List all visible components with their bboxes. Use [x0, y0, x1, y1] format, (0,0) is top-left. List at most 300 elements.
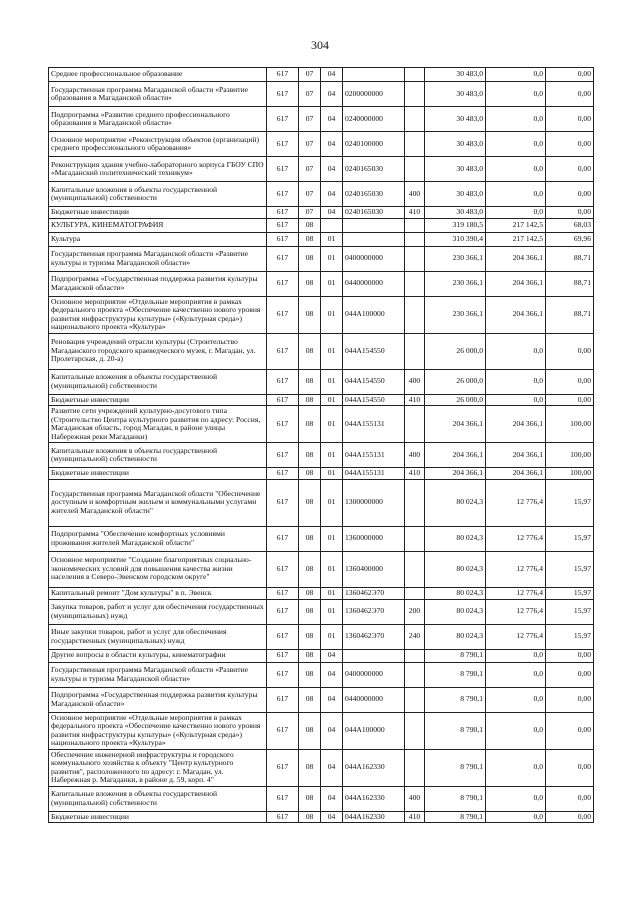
cell-podrazdel: 01	[321, 232, 343, 246]
cell-procent: 0,00	[546, 207, 594, 219]
cell-glava: 617	[267, 599, 299, 624]
cell-procent: 88,71	[546, 271, 594, 296]
cell-celevaya-statya	[343, 68, 405, 82]
cell-utverzhdeno: 204 366,1	[425, 443, 486, 468]
cell-vid-rashodov	[405, 649, 425, 662]
cell-procent: 88,71	[546, 296, 594, 333]
cell-celevaya-statya: 0200000000	[343, 82, 405, 107]
cell-podrazdel: 04	[321, 786, 343, 811]
cell-ispolneno: 204 366,1	[486, 271, 546, 296]
cell-vid-rashodov: 410	[405, 811, 425, 823]
cell-name: Подпрограмма «Государственная поддержка развития культуры Магаданской области»	[49, 271, 267, 296]
cell-celevaya-statya: 044A155131	[343, 468, 405, 480]
cell-celevaya-statya: 044A155131	[343, 406, 405, 443]
cell-ispolneno: 204 366,1	[486, 296, 546, 333]
table-row	[49, 687, 594, 712]
cell-ispolneno: 0,0	[486, 786, 546, 811]
cell-procent: 0,00	[546, 107, 594, 132]
cell-ispolneno: 12 776,4	[486, 479, 546, 526]
cell-procent: 0,00	[546, 687, 594, 712]
cell-ispolneno: 217 142,5	[486, 218, 546, 232]
cell-ispolneno: 0,0	[486, 749, 546, 786]
cell-name: Подпрограмма "Обеспечение комфортных условиями проживания жителей Магаданской области"	[49, 526, 267, 551]
cell-razdel: 07	[299, 107, 321, 132]
cell-name: Капитальный ремонт "Дом культуры" в п. Эвенск	[49, 587, 267, 599]
cell-ispolneno: 204 366,1	[486, 246, 546, 271]
cell-name: Закупка товаров, работ и услуг для обеспечения государственных (муниципальных) нужд	[49, 599, 267, 624]
cell-vid-rashodov: 410	[405, 394, 425, 406]
cell-utverzhdeno: 26 000,0	[425, 333, 486, 369]
cell-podrazdel: 01	[321, 443, 343, 468]
cell-razdel: 08	[299, 811, 321, 823]
cell-glava: 617	[267, 712, 299, 749]
cell-razdel: 07	[299, 132, 321, 157]
cell-razdel: 08	[299, 662, 321, 687]
cell-glava: 617	[267, 333, 299, 369]
cell-podrazdel: 04	[321, 82, 343, 107]
cell-utverzhdeno: 30 483,0	[425, 207, 486, 219]
cell-ispolneno: 0,0	[486, 157, 546, 182]
cell-name: Среднее профессиональное образование	[49, 68, 267, 82]
cell-celevaya-statya: 0240165030	[343, 157, 405, 182]
cell-celevaya-statya: 0240100000	[343, 132, 405, 157]
cell-celevaya-statya: 0240165030	[343, 207, 405, 219]
budget-table	[48, 67, 594, 823]
table-row	[49, 624, 594, 649]
table-row	[49, 394, 594, 406]
cell-name: Другие вопросы в области культуры, кинематографии	[49, 649, 267, 662]
cell-razdel: 08	[299, 468, 321, 480]
cell-celevaya-statya: 044A100000	[343, 712, 405, 749]
table-row	[49, 551, 594, 587]
table-row	[49, 296, 594, 333]
cell-glava: 617	[267, 232, 299, 246]
table-row	[49, 443, 594, 468]
cell-celevaya-statya: 044A154550	[343, 369, 405, 394]
cell-razdel: 08	[299, 333, 321, 369]
cell-name: Капитальные вложения в объекты государственной (муниципальной) собственности	[49, 443, 267, 468]
table-row	[49, 232, 594, 246]
cell-celevaya-statya: 044A155131	[343, 443, 405, 468]
cell-podrazdel: 01	[321, 587, 343, 599]
cell-utverzhdeno: 230 366,1	[425, 296, 486, 333]
cell-utverzhdeno: 30 483,0	[425, 182, 486, 207]
cell-glava: 617	[267, 68, 299, 82]
cell-glava: 617	[267, 649, 299, 662]
cell-procent: 0,00	[546, 712, 594, 749]
cell-ispolneno: 0,0	[486, 687, 546, 712]
cell-vid-rashodov	[405, 479, 425, 526]
cell-name: Государственная программа Магаданской области «Развитие культуры и туризма Магаданской области»	[49, 246, 267, 271]
cell-utverzhdeno: 8 790,1	[425, 649, 486, 662]
cell-vid-rashodov: 200	[405, 599, 425, 624]
cell-glava: 617	[267, 687, 299, 712]
cell-name: Капитальные вложения в объекты государственной (муниципальной) собственности	[49, 786, 267, 811]
cell-procent: 100,00	[546, 468, 594, 480]
cell-celevaya-statya	[343, 649, 405, 662]
cell-celevaya-statya: 0240000000	[343, 107, 405, 132]
cell-procent: 15,97	[546, 587, 594, 599]
cell-procent: 15,97	[546, 599, 594, 624]
cell-razdel: 07	[299, 207, 321, 219]
cell-podrazdel: 01	[321, 526, 343, 551]
table-row	[49, 207, 594, 219]
cell-razdel: 08	[299, 624, 321, 649]
cell-vid-rashodov	[405, 232, 425, 246]
table-row	[49, 712, 594, 749]
cell-podrazdel: 04	[321, 749, 343, 786]
cell-utverzhdeno: 80 024,3	[425, 551, 486, 587]
cell-vid-rashodov	[405, 68, 425, 82]
cell-utverzhdeno: 26 000,0	[425, 394, 486, 406]
cell-razdel: 08	[299, 551, 321, 587]
cell-razdel: 08	[299, 443, 321, 468]
cell-procent: 15,97	[546, 479, 594, 526]
cell-name: Иные закупки товаров, работ и услуг для обеспечения государственных (муниципальных) нужд	[49, 624, 267, 649]
cell-celevaya-statya: 0440000000	[343, 271, 405, 296]
cell-podrazdel: 04	[321, 68, 343, 82]
cell-name: Подпрограмма «Государственная поддержка развития культуры Магаданской области»	[49, 687, 267, 712]
cell-utverzhdeno: 80 024,3	[425, 587, 486, 599]
cell-glava: 617	[267, 369, 299, 394]
table-row	[49, 786, 594, 811]
cell-utverzhdeno: 80 024,3	[425, 479, 486, 526]
cell-utverzhdeno: 8 790,1	[425, 749, 486, 786]
cell-glava: 617	[267, 749, 299, 786]
cell-ispolneno: 0,0	[486, 182, 546, 207]
cell-glava: 617	[267, 218, 299, 232]
table-row	[49, 107, 594, 132]
table-row	[49, 811, 594, 823]
cell-glava: 617	[267, 207, 299, 219]
cell-razdel: 08	[299, 369, 321, 394]
cell-procent: 15,97	[546, 526, 594, 551]
cell-utverzhdeno: 319 180,5	[425, 218, 486, 232]
cell-celevaya-statya: 044A154550	[343, 333, 405, 369]
cell-celevaya-statya: 0240165030	[343, 182, 405, 207]
cell-ispolneno: 0,0	[486, 712, 546, 749]
cell-podrazdel: 01	[321, 394, 343, 406]
cell-procent: 68,03	[546, 218, 594, 232]
cell-celevaya-statya: 044A162330	[343, 811, 405, 823]
cell-vid-rashodov	[405, 749, 425, 786]
cell-utverzhdeno: 8 790,1	[425, 662, 486, 687]
cell-ispolneno: 12 776,4	[486, 526, 546, 551]
cell-procent: 0,00	[546, 649, 594, 662]
cell-glava: 617	[267, 443, 299, 468]
cell-name: Подпрограмма «Развитие среднего профессионального образования в Магаданской области»	[49, 107, 267, 132]
cell-glava: 617	[267, 811, 299, 823]
cell-utverzhdeno: 8 790,1	[425, 811, 486, 823]
cell-procent: 100,00	[546, 443, 594, 468]
cell-ispolneno: 0,0	[486, 394, 546, 406]
cell-procent: 0,00	[546, 749, 594, 786]
cell-name: Основное мероприятие "Создание благоприятных социально-экономических условий для повышения качества жизни населения в Северо-Эвенском городском округе"	[49, 551, 267, 587]
cell-razdel: 08	[299, 526, 321, 551]
cell-procent: 0,00	[546, 182, 594, 207]
cell-celevaya-statya: 0400000000	[343, 246, 405, 271]
cell-razdel: 08	[299, 479, 321, 526]
cell-utverzhdeno: 8 790,1	[425, 786, 486, 811]
cell-celevaya-statya: 1360400000	[343, 551, 405, 587]
cell-razdel: 08	[299, 749, 321, 786]
cell-ispolneno: 12 776,4	[486, 599, 546, 624]
cell-procent: 15,97	[546, 624, 594, 649]
cell-ispolneno: 0,0	[486, 132, 546, 157]
cell-glava: 617	[267, 468, 299, 480]
cell-razdel: 08	[299, 599, 321, 624]
cell-podrazdel: 04	[321, 132, 343, 157]
cell-glava: 617	[267, 82, 299, 107]
table-row	[49, 468, 594, 480]
cell-utverzhdeno: 204 366,1	[425, 468, 486, 480]
cell-name: Реновация учреждений отрасли культуры (Строительство Магаданского городского краеведческого музея, г. Магадан, ул. Пролетарская, д. 20-а)	[49, 333, 267, 369]
table-row	[49, 526, 594, 551]
cell-podrazdel: 04	[321, 811, 343, 823]
cell-glava: 617	[267, 624, 299, 649]
cell-celevaya-statya: 1360000000	[343, 526, 405, 551]
cell-utverzhdeno: 80 024,3	[425, 624, 486, 649]
cell-name: Государственная программа Магаданской области "Обеспечение доступным и комфортным жильем и коммунальными услугами жителей Магаданской области"	[49, 479, 267, 526]
cell-utverzhdeno: 230 366,1	[425, 246, 486, 271]
cell-name: КУЛЬТУРА, КИНЕМАТОГРАФИЯ	[49, 218, 267, 232]
cell-procent: 0,00	[546, 786, 594, 811]
cell-utverzhdeno: 204 366,1	[425, 406, 486, 443]
cell-podrazdel: 01	[321, 271, 343, 296]
cell-celevaya-statya: 0400000000	[343, 662, 405, 687]
cell-name: Бюджетные инвестиции	[49, 394, 267, 406]
cell-utverzhdeno: 30 483,0	[425, 157, 486, 182]
cell-razdel: 07	[299, 157, 321, 182]
table-row	[49, 132, 594, 157]
cell-celevaya-statya	[343, 232, 405, 246]
table-row	[49, 218, 594, 232]
cell-procent: 100,00	[546, 406, 594, 443]
cell-vid-rashodov	[405, 551, 425, 587]
cell-glava: 617	[267, 406, 299, 443]
cell-glava: 617	[267, 246, 299, 271]
cell-procent: 0,00	[546, 82, 594, 107]
cell-utverzhdeno: 26 000,0	[425, 369, 486, 394]
cell-vid-rashodov	[405, 271, 425, 296]
cell-vid-rashodov	[405, 526, 425, 551]
cell-vid-rashodov: 400	[405, 786, 425, 811]
cell-ispolneno: 204 366,1	[486, 406, 546, 443]
cell-name: Развитие сети учреждений культурно-досугового типа (Строительство Центра культурного развития по адресу: Россия, Магаданская область, город Магадан, в районе улицы Набережная реки Магаданки)	[49, 406, 267, 443]
table-row	[49, 587, 594, 599]
cell-utverzhdeno: 30 483,0	[425, 82, 486, 107]
cell-podrazdel: 04	[321, 649, 343, 662]
cell-razdel: 08	[299, 786, 321, 811]
cell-glava: 617	[267, 271, 299, 296]
cell-podrazdel: 01	[321, 369, 343, 394]
cell-glava: 617	[267, 479, 299, 526]
cell-razdel: 07	[299, 68, 321, 82]
cell-podrazdel: 01	[321, 406, 343, 443]
cell-procent: 0,00	[546, 811, 594, 823]
cell-razdel: 08	[299, 246, 321, 271]
cell-name: Основное мероприятие «Реконструкция объектов (организаций) среднего профессионального образования»	[49, 132, 267, 157]
cell-name: Государственная программа Магаданской области «Развитие культуры и туризма Магаданской области»	[49, 662, 267, 687]
cell-podrazdel: 01	[321, 296, 343, 333]
cell-ispolneno: 12 776,4	[486, 551, 546, 587]
cell-glava: 617	[267, 786, 299, 811]
cell-procent: 0,00	[546, 369, 594, 394]
cell-razdel: 08	[299, 712, 321, 749]
table-row	[49, 182, 594, 207]
cell-procent: 0,00	[546, 333, 594, 369]
cell-razdel: 08	[299, 406, 321, 443]
cell-utverzhdeno: 30 483,0	[425, 132, 486, 157]
cell-glava: 617	[267, 107, 299, 132]
cell-name: Бюджетные инвестиции	[49, 468, 267, 480]
cell-vid-rashodov: 410	[405, 207, 425, 219]
table-row	[49, 246, 594, 271]
table-body	[49, 68, 594, 823]
cell-razdel: 08	[299, 218, 321, 232]
cell-name: Основное мероприятие «Отдельные мероприятия в рамках федерального проекта «Обеспечение качественно нового уровня развития инфраструктуры культуры» («Культурная среда») национального проекта «Культура»	[49, 712, 267, 749]
cell-vid-rashodov	[405, 712, 425, 749]
table-row	[49, 333, 594, 369]
cell-podrazdel: 01	[321, 599, 343, 624]
cell-name: Бюджетные инвестиции	[49, 207, 267, 219]
table-row	[49, 271, 594, 296]
cell-ispolneno: 12 776,4	[486, 624, 546, 649]
cell-celevaya-statya: 1360462Э70	[343, 587, 405, 599]
cell-ispolneno: 0,0	[486, 333, 546, 369]
table-row	[49, 649, 594, 662]
cell-podrazdel: 01	[321, 468, 343, 480]
cell-glava: 617	[267, 394, 299, 406]
cell-celevaya-statya: 044A162330	[343, 786, 405, 811]
cell-ispolneno: 0,0	[486, 68, 546, 82]
cell-ispolneno: 0,0	[486, 107, 546, 132]
cell-ispolneno: 0,0	[486, 82, 546, 107]
cell-vid-rashodov	[405, 333, 425, 369]
cell-vid-rashodov	[405, 107, 425, 132]
cell-ispolneno: 0,0	[486, 649, 546, 662]
cell-ispolneno: 0,0	[486, 207, 546, 219]
cell-vid-rashodov	[405, 587, 425, 599]
cell-vid-rashodov: 400	[405, 443, 425, 468]
table-row	[49, 479, 594, 526]
cell-procent: 88,71	[546, 246, 594, 271]
cell-celevaya-statya: 1360462Э70	[343, 599, 405, 624]
cell-ispolneno: 0,0	[486, 662, 546, 687]
cell-vid-rashodov: 400	[405, 369, 425, 394]
cell-podrazdel: 04	[321, 157, 343, 182]
cell-celevaya-statya: 0440000000	[343, 687, 405, 712]
cell-celevaya-statya: 044A100000	[343, 296, 405, 333]
cell-glava: 617	[267, 551, 299, 587]
cell-celevaya-statya	[343, 218, 405, 232]
cell-procent: 0,00	[546, 68, 594, 82]
cell-podrazdel: 01	[321, 479, 343, 526]
cell-name: Государственная программа Магаданской области «Развитие образования в Магаданской области»	[49, 82, 267, 107]
cell-ispolneno: 217 142,5	[486, 232, 546, 246]
cell-glava: 617	[267, 296, 299, 333]
cell-glava: 617	[267, 587, 299, 599]
cell-celevaya-statya: 1300000000	[343, 479, 405, 526]
cell-procent: 0,00	[546, 157, 594, 182]
cell-podrazdel: 04	[321, 712, 343, 749]
cell-podrazdel: 04	[321, 687, 343, 712]
cell-procent: 0,00	[546, 662, 594, 687]
cell-utverzhdeno: 30 483,0	[425, 107, 486, 132]
cell-utverzhdeno: 80 024,3	[425, 599, 486, 624]
cell-vid-rashodov: 410	[405, 468, 425, 480]
cell-ispolneno: 204 366,1	[486, 443, 546, 468]
cell-vid-rashodov	[405, 406, 425, 443]
cell-utverzhdeno: 80 024,3	[425, 526, 486, 551]
cell-procent: 0,00	[546, 394, 594, 406]
cell-vid-rashodov	[405, 296, 425, 333]
cell-razdel: 07	[299, 82, 321, 107]
cell-glava: 617	[267, 182, 299, 207]
cell-podrazdel: 04	[321, 207, 343, 219]
cell-podrazdel: 01	[321, 246, 343, 271]
cell-podrazdel	[321, 218, 343, 232]
cell-glava: 617	[267, 526, 299, 551]
cell-celevaya-statya: 1360462Э70	[343, 624, 405, 649]
cell-podrazdel: 04	[321, 662, 343, 687]
table-row	[49, 369, 594, 394]
cell-glava: 617	[267, 662, 299, 687]
cell-razdel: 08	[299, 649, 321, 662]
cell-vid-rashodov	[405, 687, 425, 712]
cell-name: Культура	[49, 232, 267, 246]
cell-glava: 617	[267, 132, 299, 157]
cell-utverzhdeno: 30 483,0	[425, 68, 486, 82]
cell-procent: 69,96	[546, 232, 594, 246]
cell-utverzhdeno: 310 390,4	[425, 232, 486, 246]
cell-glava: 617	[267, 157, 299, 182]
page-number: 304	[311, 38, 329, 52]
table-row	[49, 68, 594, 82]
cell-vid-rashodov	[405, 82, 425, 107]
cell-podrazdel: 04	[321, 107, 343, 132]
cell-vid-rashodov	[405, 218, 425, 232]
cell-razdel: 07	[299, 182, 321, 207]
cell-ispolneno: 12 776,4	[486, 587, 546, 599]
table-row	[49, 406, 594, 443]
cell-name: Обеспечение инженерной инфраструктуры и городского коммунального хозяйства к объекту "Центр культурного развития", расположенного по адресу: г. Магадан, ул. Набережная р. Магаданки, в районе д. 59, корп. 4"	[49, 749, 267, 786]
cell-ispolneno: 0,0	[486, 369, 546, 394]
cell-name: Капитальные вложения в объекты государственной (муниципальной) собственности	[49, 369, 267, 394]
cell-vid-rashodov: 400	[405, 182, 425, 207]
cell-procent: 15,97	[546, 551, 594, 587]
cell-vid-rashodov: 240	[405, 624, 425, 649]
cell-name: Основное мероприятие «Отдельные мероприятия в рамках федерального проекта «Обеспечение качественно нового уровня развития инфраструктуры культуры» («Культурная среда») национального проекта «Культура»	[49, 296, 267, 333]
cell-name: Реконструкция здания учебно-лабораторного корпуса ГБОУ СПО «Магаданский политехнический техникум»	[49, 157, 267, 182]
table-row	[49, 82, 594, 107]
cell-utverzhdeno: 230 366,1	[425, 271, 486, 296]
cell-utverzhdeno: 8 790,1	[425, 687, 486, 712]
cell-razdel: 08	[299, 687, 321, 712]
cell-razdel: 08	[299, 296, 321, 333]
cell-name: Бюджетные инвестиции	[49, 811, 267, 823]
cell-name: Капитальные вложения в объекты государственной (муниципальной) собственности	[49, 182, 267, 207]
cell-podrazdel: 04	[321, 182, 343, 207]
cell-vid-rashodov	[405, 157, 425, 182]
cell-podrazdel: 01	[321, 333, 343, 369]
table-row	[49, 749, 594, 786]
cell-celevaya-statya: 044A162330	[343, 749, 405, 786]
cell-podrazdel: 01	[321, 624, 343, 649]
cell-podrazdel: 01	[321, 551, 343, 587]
table-row	[49, 599, 594, 624]
cell-ispolneno: 204 366,1	[486, 468, 546, 480]
